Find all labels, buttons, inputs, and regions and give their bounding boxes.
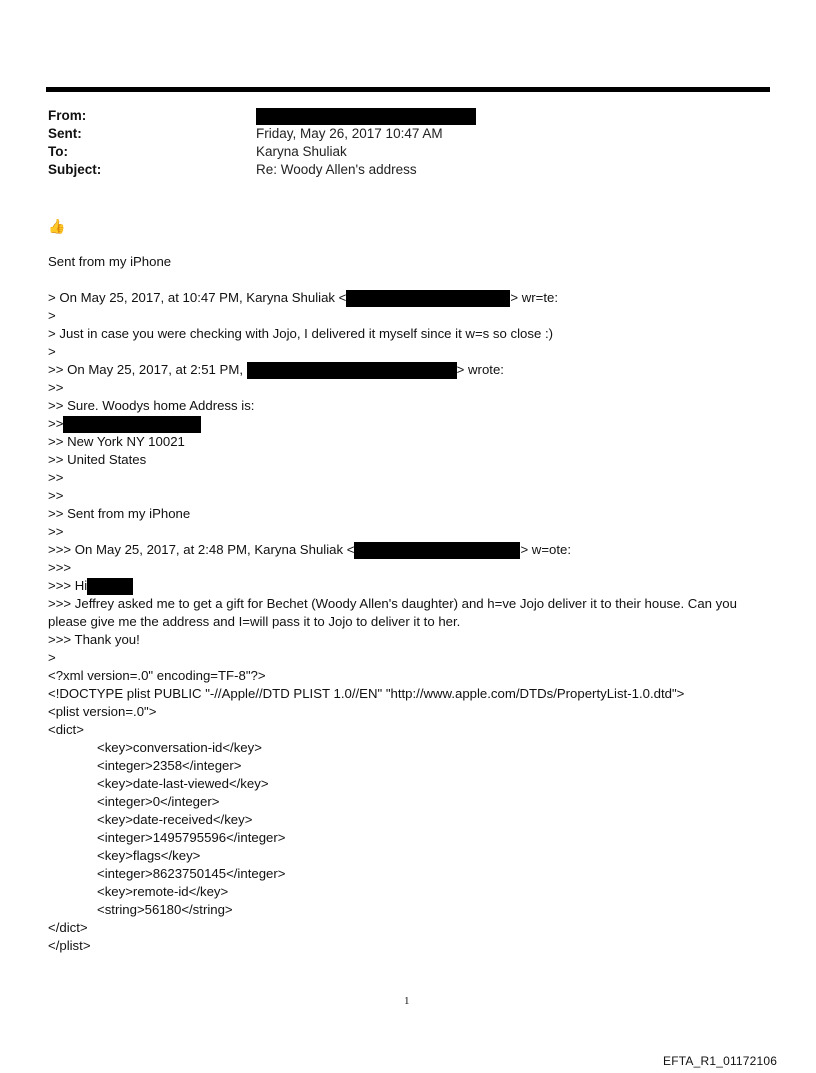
quote-line: > [48, 344, 56, 359]
quote-line [48, 415, 201, 433]
xml-line: </dict> [48, 920, 88, 935]
quote-line: > Just in case you were checking with Jojo, I delivered it myself since it w=s so close :) [48, 326, 554, 341]
quote-paragraph: >>> Jeffrey asked me to get a gift for Bechet (Woody Allen's daughter) and h=ve Jojo deliver it to their house. Can you please give me the address and I=will pass it to Jojo to deliver it to her. [48, 596, 737, 629]
quote-text: >>> Hi [48, 578, 88, 593]
to-value: Karyna Shuliak [256, 144, 347, 159]
to-label: To: [48, 144, 68, 159]
xml-line: <integer>1495795596</integer> [97, 830, 286, 845]
quote-text: >> [48, 416, 64, 431]
xml-line: <integer>2358</integer> [97, 758, 242, 773]
quote-line: >>> [48, 560, 72, 575]
quote-line [48, 289, 558, 307]
redaction-bar [63, 416, 201, 433]
quote-text: >>> On May 25, 2017, at 2:48 PM, Karyna Shuliak < [48, 542, 355, 557]
xml-line: <key>remote-id</key> [97, 884, 229, 899]
quote-line: >> [48, 488, 64, 503]
header-rule [46, 87, 770, 92]
redaction-bar [87, 578, 133, 595]
quote-line [48, 541, 571, 559]
subject-value: Re: Woody Allen's address [256, 162, 417, 177]
quote-line: >> [48, 470, 64, 485]
quote-line: >>> Thank you! [48, 632, 140, 647]
quote-line: >> [48, 380, 64, 395]
subject-label: Subject: [48, 162, 102, 177]
xml-line: <!DOCTYPE plist PUBLIC "-//Apple//DTD PLIST 1.0//EN" "http://www.apple.com/DTDs/PropertyList-1.0.dtd"> [48, 686, 685, 701]
quote-text: > w=ote: [520, 542, 572, 557]
xml-line: <key>conversation-id</key> [97, 740, 262, 755]
quote-line: >> Sent from my iPhone [48, 506, 191, 521]
xml-line: <integer>8623750145</integer> [97, 866, 286, 881]
quote-line: > [48, 308, 56, 323]
redaction-bar [346, 290, 510, 307]
xml-line: <key>flags</key> [97, 848, 201, 863]
xml-line: <plist version=.0"> [48, 704, 157, 719]
quote-line: >> United States [48, 452, 147, 467]
redaction-bar [256, 108, 476, 125]
xml-line: </plist> [48, 938, 91, 953]
quote-line [48, 361, 504, 379]
xml-line: <?xml version=.0" encoding=TF-8"?> [48, 668, 266, 683]
quote-line [48, 577, 133, 595]
sent-label: Sent: [48, 126, 82, 141]
quote-line: >> [48, 524, 64, 539]
xml-line: <key>date-received</key> [97, 812, 253, 827]
redaction-bar [354, 542, 520, 559]
quote-text: > wrote: [456, 362, 504, 377]
quote-line: > [48, 650, 56, 665]
thumbs-up-icon: 👍 [48, 218, 66, 234]
quote-text: >> On May 25, 2017, at 2:51 PM, [48, 362, 243, 377]
xml-line: <string>56180</string> [97, 902, 233, 917]
page-number: 1 [404, 995, 410, 1007]
from-value-redacted [256, 107, 476, 125]
quote-line: >> New York NY 10021 [48, 434, 185, 449]
signature-line: Sent from my iPhone [48, 254, 172, 269]
redaction-bar [247, 362, 457, 379]
quote-text: > wr=te: [510, 290, 559, 305]
quote-line: >> Sure. Woodys home Address is: [48, 398, 255, 413]
xml-line: <key>date-last-viewed</key> [97, 776, 269, 791]
sent-value: Friday, May 26, 2017 10:47 AM [256, 126, 443, 141]
document-id: EFTA_R1_01172106 [663, 1054, 778, 1068]
xml-line: <dict> [48, 722, 84, 737]
quote-text: > On May 25, 2017, at 10:47 PM, Karyna Shuliak < [48, 290, 347, 305]
from-label: From: [48, 108, 87, 123]
xml-line: <integer>0</integer> [97, 794, 220, 809]
